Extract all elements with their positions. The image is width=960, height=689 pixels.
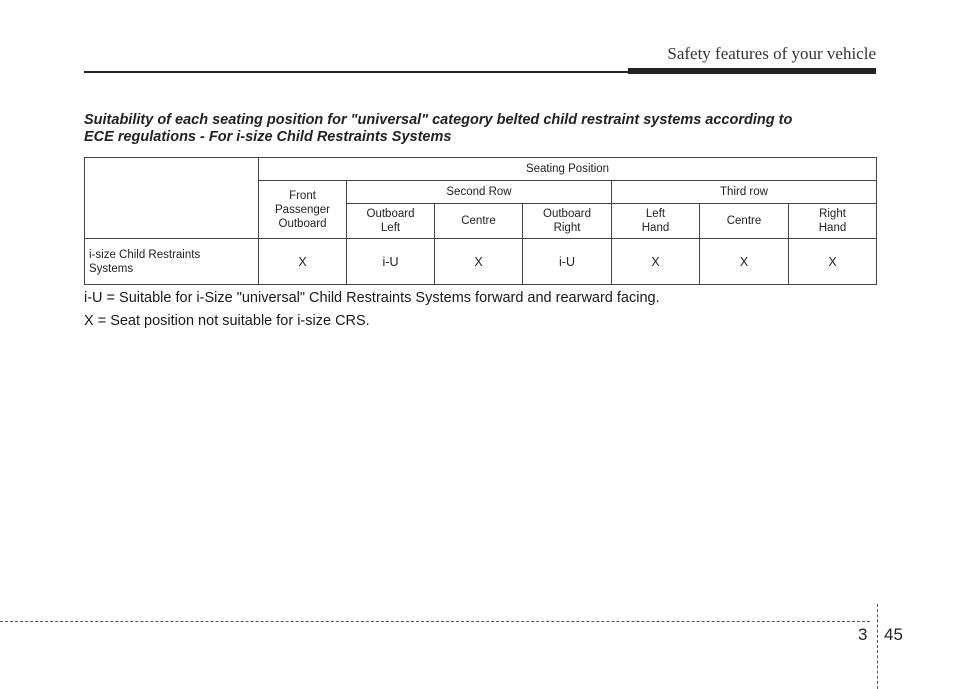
header-line: Centre	[726, 215, 762, 227]
header-line: Outboard	[366, 208, 415, 220]
header-line: Centre	[461, 215, 496, 227]
value-front-passenger: X	[259, 239, 347, 285]
section-title: Safety features of your vehicle	[667, 44, 876, 63]
row-label-line: Systems	[89, 262, 134, 275]
header-rule-thick	[628, 68, 876, 74]
row-label-line: i-size Child Restraints	[89, 248, 201, 261]
value-third-centre: X	[700, 239, 789, 285]
header-line: Outboard	[278, 217, 327, 230]
second-row-header: Second Row	[347, 181, 612, 204]
sub-header-right-hand	[789, 204, 877, 239]
page-number: 45	[884, 625, 903, 644]
chapter-number: 3	[858, 625, 868, 644]
header-line: Hand	[818, 222, 847, 234]
table-caption	[84, 112, 884, 146]
header-line: Hand	[641, 222, 670, 234]
value-third-left-hand: X	[612, 239, 700, 285]
header-rule-thin	[84, 71, 629, 73]
caption-line-1: Suitability of each seating position for "universal" category belted child restraint systems according to	[84, 112, 793, 128]
footer-dashed-divider	[877, 604, 878, 689]
suitability-table	[84, 157, 877, 285]
header-line: Front	[289, 189, 316, 202]
note-x-definition: X = Seat position not suitable for i-size CRS.	[84, 313, 370, 329]
value-third-right-hand: X	[789, 239, 877, 285]
caption-line-2: ECE regulations - For i-size Child Restraints Systems	[84, 129, 452, 145]
third-row-header: Third row	[612, 181, 877, 204]
sub-header-left-hand	[612, 204, 700, 239]
empty-corner-cell	[85, 158, 259, 239]
header-line: Right	[553, 222, 581, 234]
header-line: Left	[380, 222, 401, 234]
header-line: Passenger	[275, 203, 330, 216]
value-second-outboard-left: i-U	[347, 239, 435, 285]
sub-header-second-centre	[435, 204, 523, 239]
sub-header-third-centre	[700, 204, 789, 239]
row-label-isize-crs	[85, 239, 259, 285]
header-line: Left	[645, 208, 666, 220]
table-row	[85, 239, 877, 285]
value-second-centre: X	[435, 239, 523, 285]
header-line: Right	[819, 208, 846, 220]
front-passenger-header	[259, 181, 347, 239]
footer-dashed-rule	[0, 621, 870, 622]
value-second-outboard-right: i-U	[523, 239, 612, 285]
note-iu-definition: i-U = Suitable for i-Size "universal" Child Restraints Systems forward and rearward facing.	[84, 290, 660, 306]
sub-header-outboard-left	[347, 204, 435, 239]
header-line: Outboard	[543, 208, 591, 220]
seating-position-header: Seating Position	[259, 158, 877, 181]
sub-header-outboard-right	[523, 204, 612, 239]
